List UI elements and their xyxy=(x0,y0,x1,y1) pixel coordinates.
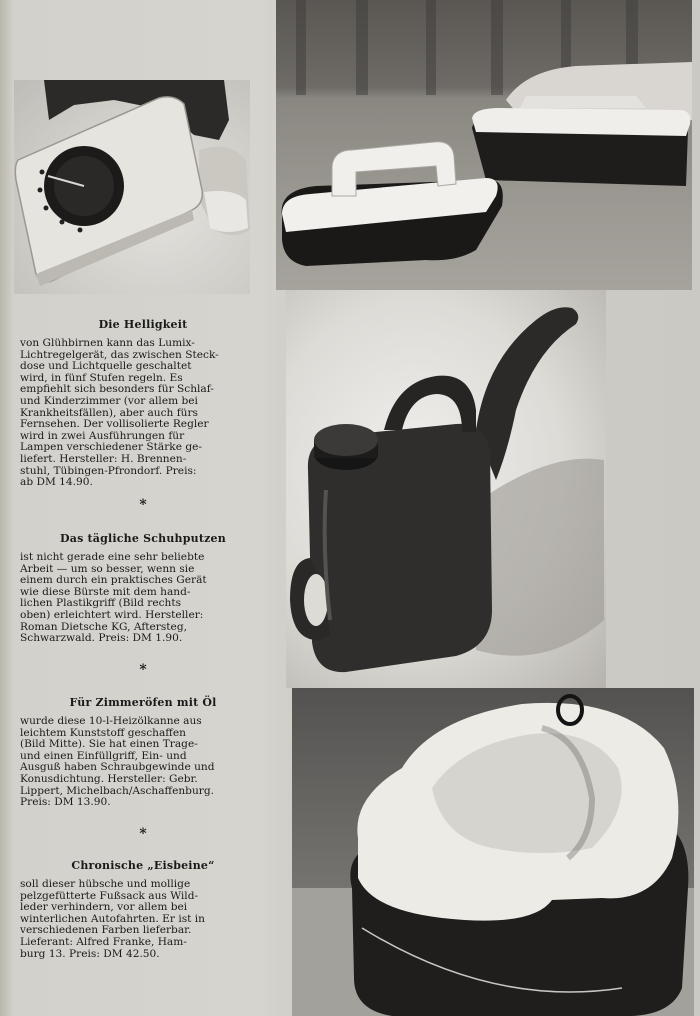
text-line: burg 13. Preis: DM 42.50. xyxy=(20,947,160,960)
text-line: liefert. Hersteller: H. Brennen- xyxy=(20,452,187,465)
article-dimmer xyxy=(20,318,266,489)
article-footmuff xyxy=(20,859,266,960)
text-line: Schwarzwald. Preis: DM 1.90. xyxy=(20,632,183,645)
text-line: pelzgefütterte Fußsack aus Wild- xyxy=(20,889,199,902)
article-body xyxy=(20,716,266,809)
separator-asterisk: * xyxy=(139,497,147,513)
text-line: Preis: DM 13.90. xyxy=(20,796,111,809)
text-line: wird in zwei Ausführungen für xyxy=(20,429,185,442)
text-line: wurde diese 10-l-Heizölkanne aus xyxy=(20,715,202,727)
text-line: winterlichen Autofahrten. Er ist in xyxy=(20,912,206,925)
separator-asterisk: * xyxy=(139,662,147,678)
text-line: oben) erleichtert wird. Hersteller: xyxy=(20,608,204,621)
article-heading: Chronische „Eisbeine“ xyxy=(71,859,215,872)
text-line: Krankheitsfällen), aber auch fürs xyxy=(20,406,198,419)
article-body xyxy=(20,879,266,960)
text-line: und einen Einfüllgriff, Ein- und xyxy=(20,749,187,762)
text-line: stuhl, Tübingen-Pfrondorf. Preis: xyxy=(20,464,197,477)
text-line: Lieferant: Alfred Franke, Ham- xyxy=(20,935,187,948)
separator-asterisk: * xyxy=(139,826,147,842)
text-line: empfiehlt sich besonders für Schlaf- xyxy=(20,383,214,396)
text-line: Roman Dietsche KG, Aftersteg, xyxy=(20,620,187,633)
text-line: und Kinderzimmer (vor allem bei xyxy=(20,394,198,407)
footmuff-photo xyxy=(292,688,694,1016)
article-oilcan xyxy=(20,696,266,809)
article-heading: Das tägliche Schuhputzen xyxy=(60,532,226,545)
text-line: wie diese Bürste mit dem hand- xyxy=(20,585,191,598)
article-shoeshine xyxy=(20,532,266,645)
text-line: Lichtregelgerät, das zwischen Steck- xyxy=(20,348,219,361)
brushes-photo xyxy=(276,0,692,290)
text-line: Fernsehen. Der vollisolierte Regler xyxy=(20,418,209,431)
text-line: leder verhindern, vor allem bei xyxy=(20,901,188,914)
text-line: Konusdichtung. Hersteller: Gebr. xyxy=(20,772,198,785)
text-line: ist nicht gerade eine sehr beliebte xyxy=(20,551,205,563)
text-line: wird, in fünf Stufen regeln. Es xyxy=(20,371,183,384)
oilcan-photo xyxy=(286,290,606,688)
text-line: leichtem Kunststoff geschaffen xyxy=(20,726,186,739)
article-heading: Die Helligkeit xyxy=(98,318,188,331)
text-line: soll dieser hübsche und mollige xyxy=(20,878,191,890)
text-line: von Glühbirnen kann das Lumix- xyxy=(20,337,195,349)
article-body xyxy=(20,552,266,645)
text-line: Lampen verschiedener Stärke ge- xyxy=(20,441,202,454)
article-heading: Für Zimmeröfen mit Öl xyxy=(69,696,217,709)
text-line: ab DM 14.90. xyxy=(20,476,93,489)
text-line: dose und Lichtquelle geschaltet xyxy=(20,360,192,373)
article-body xyxy=(20,338,266,489)
text-line: einem durch ein praktisches Gerät xyxy=(20,574,207,587)
text-line: Lippert, Michelbach/Aschaffenburg. xyxy=(20,784,214,797)
text-line: verschiedenen Farben lieferbar. xyxy=(20,924,192,937)
text-line: Arbeit — um so besser, wenn sie xyxy=(20,562,195,575)
text-line: lichen Plastikgriff (Bild rechts xyxy=(20,597,182,610)
dimmer-photo xyxy=(14,80,250,294)
text-line: Ausguß haben Schraubgewinde und xyxy=(20,761,215,774)
text-line: (Bild Mitte). Sie hat einen Trage- xyxy=(20,738,198,751)
